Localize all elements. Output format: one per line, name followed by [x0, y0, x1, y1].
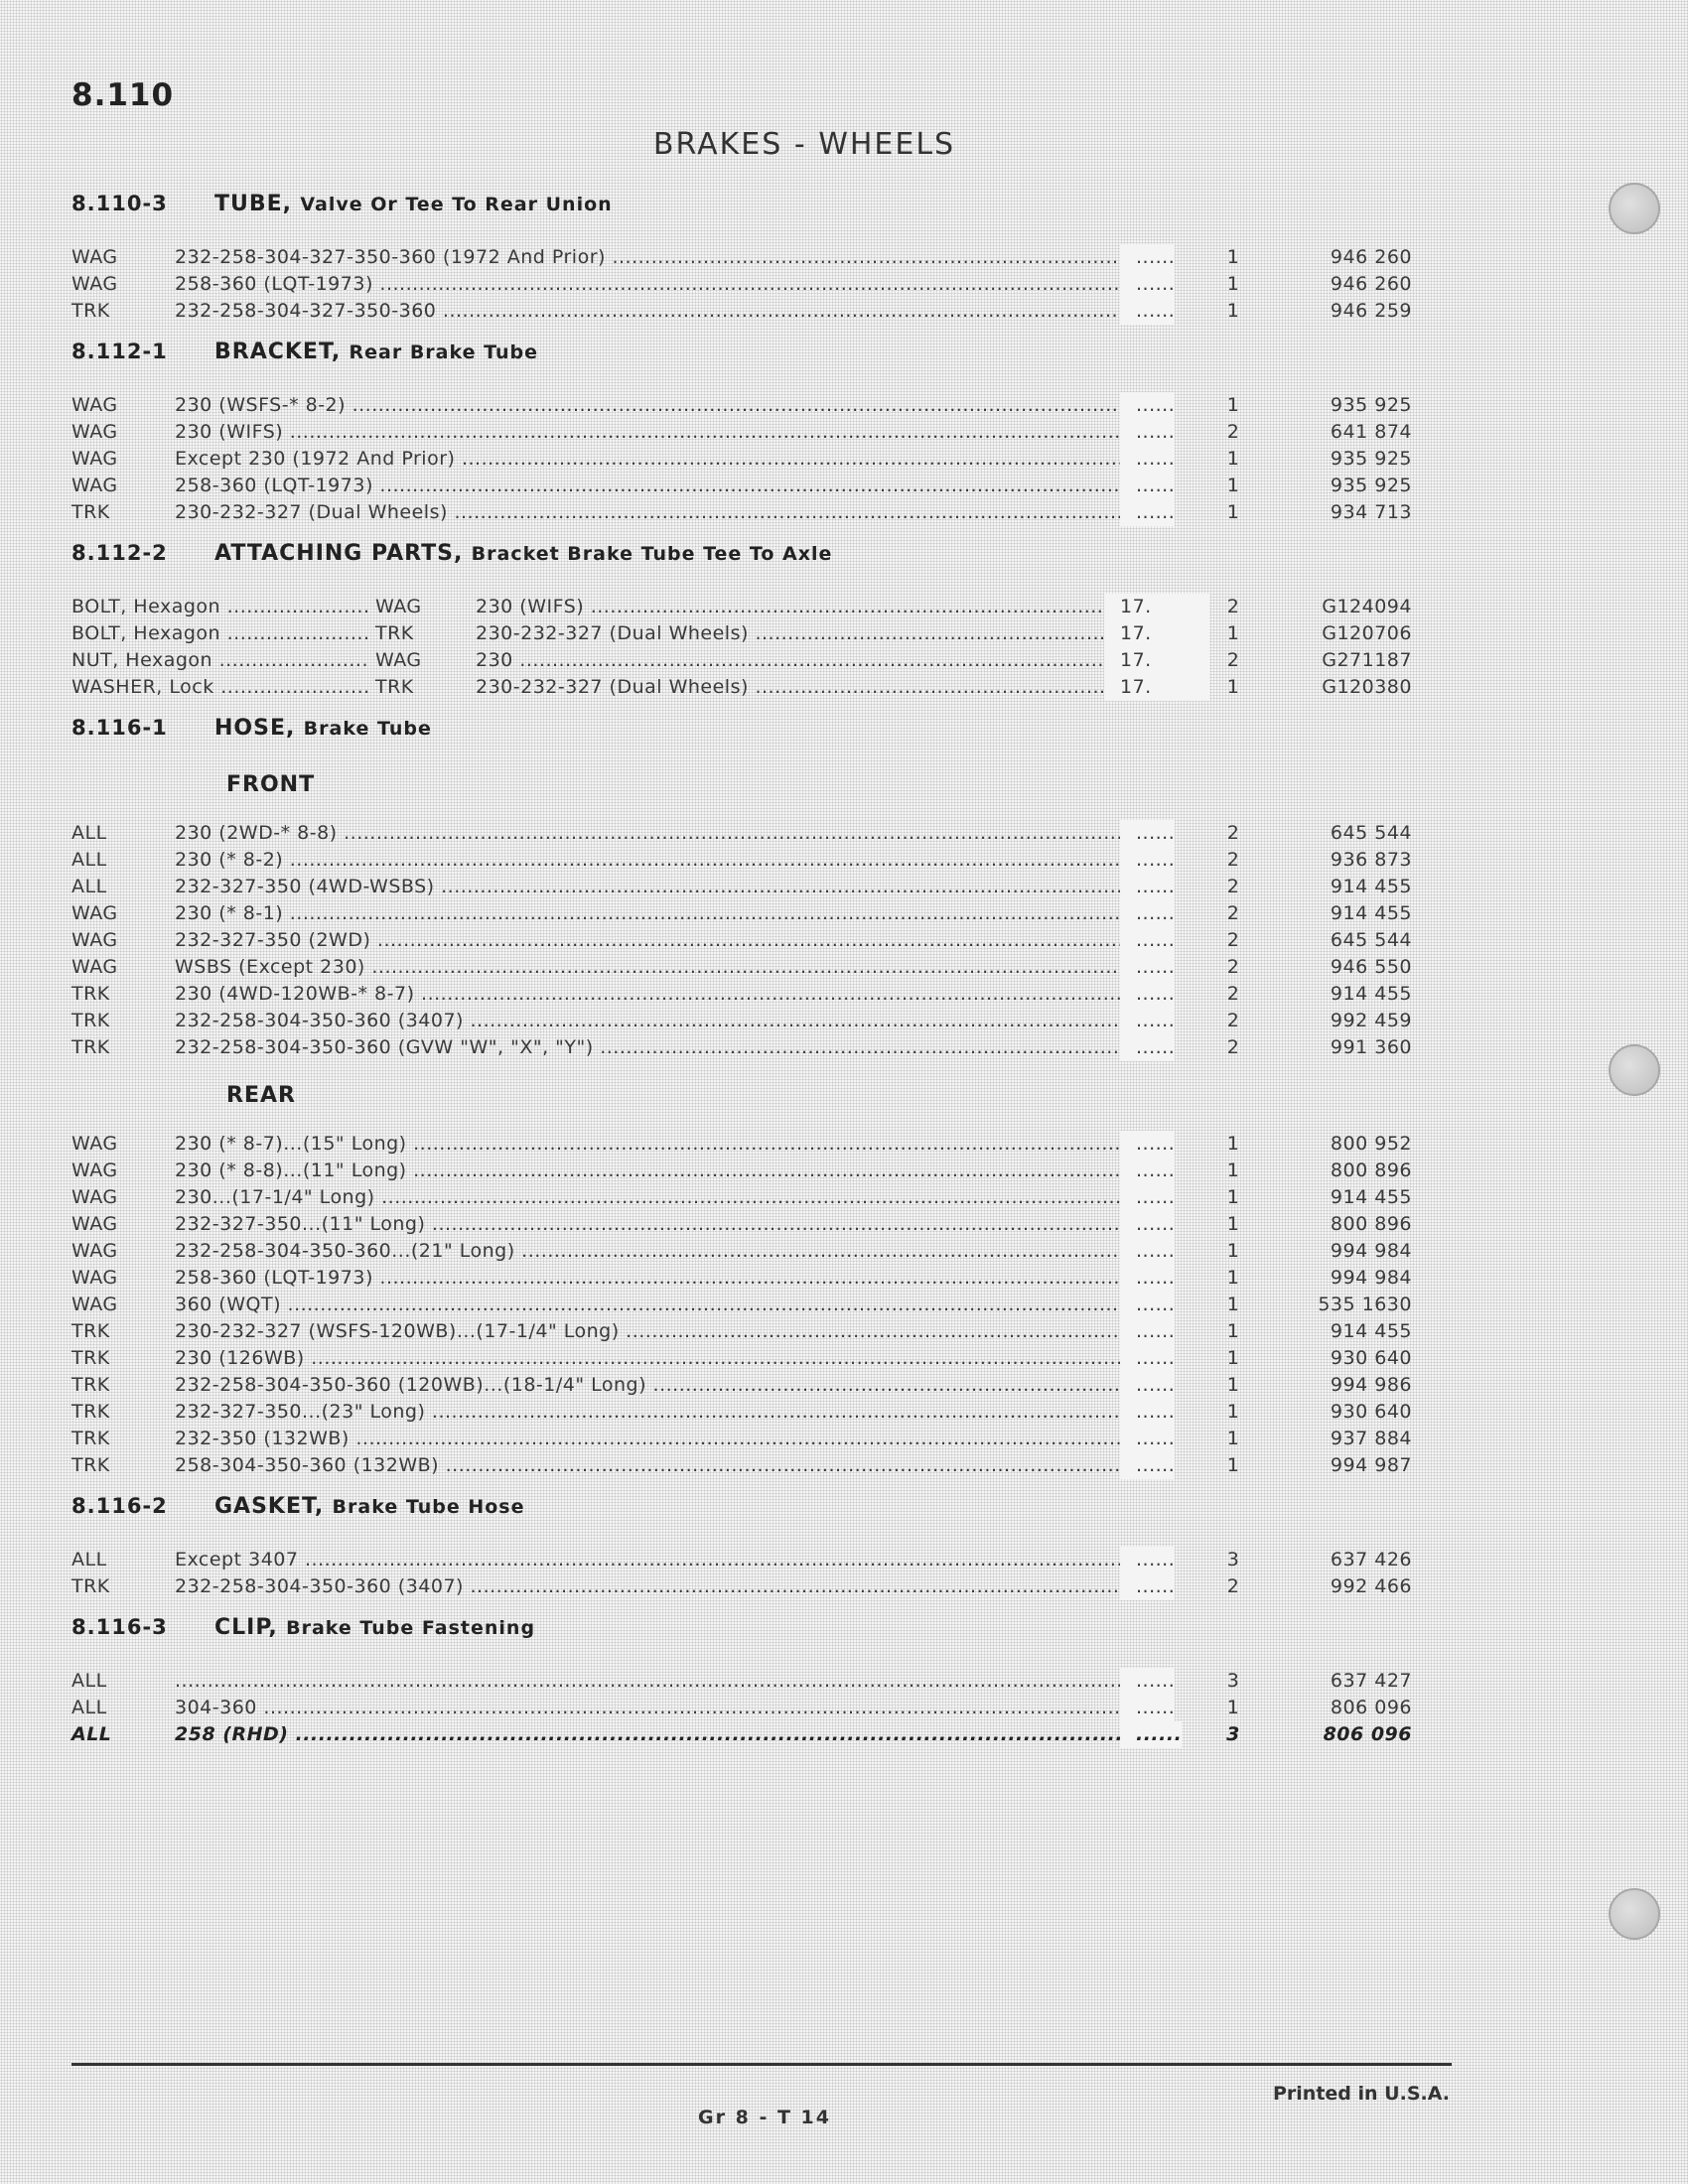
quantity: 3	[1226, 1549, 1240, 1570]
quantity: 2	[1226, 983, 1240, 1005]
quantity: 2	[1226, 956, 1240, 978]
part-number: 914 455	[1330, 1186, 1412, 1208]
model-code: ALL	[71, 822, 107, 844]
quantity: 2	[1226, 849, 1240, 871]
reference-dots: ......	[1120, 473, 1175, 499]
binder-hole	[1609, 1044, 1660, 1096]
model-code: WAG	[71, 1240, 118, 1262]
section-heading	[71, 711, 1392, 745]
group-heading: REAR	[226, 1083, 296, 1108]
reference-dots: ......	[1120, 446, 1175, 473]
section-heading	[71, 335, 1392, 368]
part-number: G271187	[1322, 649, 1412, 671]
model-code: TRK	[71, 1454, 110, 1476]
part-number: 535 1630	[1318, 1294, 1412, 1315]
reference-dots: ......	[1120, 1292, 1175, 1318]
model-description: 232-327-350...(23" Long) .....	[175, 1399, 1138, 1426]
table-row	[71, 1668, 1412, 1695]
model-description: 258-304-350-360 (132WB) .....	[175, 1452, 1138, 1479]
section-name: CLIP,	[214, 1614, 278, 1640]
reference-dots: ......	[1120, 1008, 1175, 1034]
table-row	[71, 874, 1412, 900]
section-title	[214, 192, 613, 216]
section-name: GASKET,	[214, 1493, 325, 1519]
binder-hole	[1609, 1888, 1660, 1940]
table-row	[71, 1573, 1412, 1600]
part-number: 800 896	[1330, 1213, 1412, 1235]
section-description: Brake Tube Fastening	[286, 1616, 536, 1639]
model-description: 230 (WSFS-* 8-2) .....	[175, 392, 1138, 419]
table-row	[71, 1238, 1412, 1265]
quantity: 2	[1226, 1036, 1240, 1058]
model-code: ALL	[71, 849, 107, 871]
model-description: 230...(17-1/4" Long) .....	[175, 1184, 1138, 1211]
part-number: 937 884	[1330, 1428, 1412, 1449]
table-row	[71, 419, 1412, 446]
table-row	[71, 446, 1412, 473]
reference-dots: ......	[1120, 1238, 1175, 1265]
reference-dots: ......	[1120, 392, 1175, 419]
model-code: WAG	[71, 1186, 118, 1208]
figure-reference: 17.	[1104, 647, 1209, 674]
model-code: ALL	[71, 1549, 107, 1570]
section-name: ATTACHING PARTS,	[214, 540, 464, 566]
part-number: 914 455	[1330, 1320, 1412, 1342]
quantity: 1	[1226, 1401, 1240, 1423]
table-row	[71, 1547, 1412, 1573]
parts-section	[71, 1610, 1412, 1748]
part-number: 994 987	[1330, 1454, 1412, 1476]
model-description: 232-258-304-327-350-360 (1972 And Prior) .....	[175, 244, 1138, 271]
quantity: 1	[1226, 246, 1240, 268]
reference-dots: ......	[1120, 1668, 1175, 1695]
table-row	[71, 620, 1412, 647]
quantity: 1	[1226, 1133, 1240, 1155]
table-row	[71, 1211, 1412, 1238]
reference-dots: ......	[1120, 1318, 1175, 1345]
reference-dots: ......	[1120, 1158, 1175, 1184]
table-row	[71, 271, 1412, 298]
part-number: 930 640	[1330, 1347, 1412, 1369]
table-row	[71, 981, 1412, 1008]
quantity: 3	[1226, 1670, 1240, 1692]
model-description: 230 (* 8-8)...(11" Long) .....	[175, 1158, 1138, 1184]
quantity: 2	[1226, 929, 1240, 951]
model-description: 230 (2WD-* 8-8) .....	[175, 820, 1138, 847]
table-row	[71, 1345, 1412, 1372]
part-number: 994 986	[1330, 1374, 1412, 1396]
reference-dots: ......	[1120, 1721, 1182, 1748]
quantity: 2	[1226, 876, 1240, 897]
part-number: 914 455	[1330, 876, 1412, 897]
section-heading	[71, 536, 1392, 570]
table-row	[71, 674, 1412, 701]
model-description: 232-258-304-350-360 (GVW "W", "X", "Y") .....	[175, 1034, 1138, 1061]
model-code: WAG	[71, 1267, 118, 1289]
reference-dots: ......	[1120, 1573, 1175, 1600]
part-number: 936 873	[1330, 849, 1412, 871]
model-code: WAG	[71, 929, 118, 951]
section-heading	[71, 1610, 1392, 1644]
table-row	[71, 1265, 1412, 1292]
reference-dots: ......	[1120, 1184, 1175, 1211]
section-description: Valve Or Tee To Rear Union	[300, 193, 613, 215]
part-number: 994 984	[1330, 1240, 1412, 1262]
section-heading	[71, 1489, 1392, 1523]
table-row	[71, 1721, 1412, 1748]
model-description: 230 (* 8-7)...(15" Long) .....	[175, 1131, 1138, 1158]
part-number: 946 260	[1330, 273, 1412, 295]
section-number: 8.110-3	[71, 192, 168, 215]
table-row	[71, 1034, 1412, 1061]
model-description: 230-232-327 (Dual Wheels) .....	[476, 620, 1171, 647]
model-description: 230 (* 8-2) .....	[175, 847, 1138, 874]
model-code: WAG	[71, 956, 118, 978]
reference-dots: ......	[1120, 1452, 1175, 1479]
section-title	[214, 340, 538, 364]
part-number: 645 544	[1330, 929, 1412, 951]
section-title	[214, 541, 832, 566]
reference-dots: ......	[1120, 900, 1175, 927]
model-description: 232-258-304-327-350-360 .....	[175, 298, 1138, 325]
part-number: 992 459	[1330, 1010, 1412, 1031]
reference-dots: ......	[1120, 1265, 1175, 1292]
part-number: 914 455	[1330, 902, 1412, 924]
model-description: 258 (RHD) .....	[175, 1721, 1138, 1748]
model-description: 230 (WIFS) .....	[476, 594, 1171, 620]
footer-rule	[71, 2063, 1452, 2066]
reference-dots: ......	[1120, 874, 1175, 900]
item-name: BOLT, Hexagon .....	[71, 620, 369, 647]
quantity: 3	[1226, 1723, 1240, 1745]
model-code: TRK	[71, 300, 110, 322]
quantity: 1	[1226, 622, 1240, 644]
section-name: HOSE,	[214, 715, 296, 741]
figure-reference: 17.	[1104, 594, 1209, 620]
reference-dots: ......	[1120, 981, 1175, 1008]
section-description: Brake Tube Hose	[332, 1495, 525, 1518]
model-code: WAG	[71, 1213, 118, 1235]
footer-code: Gr 8 - T 14	[698, 2107, 831, 2128]
reference-dots: ......	[1120, 927, 1175, 954]
section-number: 8.116-1	[71, 716, 168, 740]
table-row	[71, 1399, 1412, 1426]
model-description: 232-350 (132WB) .....	[175, 1426, 1138, 1452]
quantity: 2	[1226, 1010, 1240, 1031]
section-heading	[71, 187, 1392, 220]
model-description: 230-232-327 (Dual Wheels) .....	[476, 674, 1171, 701]
reference-dots: ......	[1120, 1131, 1175, 1158]
model-description: 230 (WIFS) .....	[175, 419, 1138, 446]
quantity: 2	[1226, 822, 1240, 844]
table-row	[71, 499, 1412, 526]
quantity: 2	[1226, 421, 1240, 443]
table-row	[71, 1131, 1412, 1158]
model-code: TRK	[71, 983, 110, 1005]
model-code: ALL	[71, 1697, 107, 1718]
quantity: 1	[1226, 273, 1240, 295]
model-description: 258-360 (LQT-1973) .....	[175, 473, 1138, 499]
table-row	[71, 1008, 1412, 1034]
table-row	[71, 1184, 1412, 1211]
reference-dots: ......	[1120, 499, 1175, 526]
table-row	[71, 927, 1412, 954]
part-number: 935 925	[1330, 394, 1412, 416]
table-row	[71, 392, 1412, 419]
model-code: WAG	[71, 421, 118, 443]
model-description: 232-327-350 (4WD-WSBS) .....	[175, 874, 1138, 900]
quantity: 2	[1226, 902, 1240, 924]
table-row	[71, 298, 1412, 325]
model-code: TRK	[71, 1347, 110, 1369]
model-code: TRK	[71, 1575, 110, 1597]
reference-dots: ......	[1120, 271, 1175, 298]
table-row	[71, 1372, 1412, 1399]
reference-dots: ......	[1120, 1372, 1175, 1399]
section-number: 8.112-2	[71, 541, 168, 565]
table-row	[71, 473, 1412, 499]
part-number: 992 466	[1330, 1575, 1412, 1597]
model-code: WAG	[71, 1160, 118, 1181]
model-description: 258-360 (LQT-1973) .....	[175, 271, 1138, 298]
parts-section	[71, 1489, 1412, 1600]
page-title: BRAKES - WHEELS	[652, 127, 956, 162]
quantity: 1	[1226, 1186, 1240, 1208]
table-row	[71, 1452, 1412, 1479]
model-description: 258-360 (LQT-1973) .....	[175, 1265, 1138, 1292]
model-description: 232-327-350...(11" Long) .....	[175, 1211, 1138, 1238]
part-number: 637 426	[1330, 1549, 1412, 1570]
section-description: Bracket Brake Tube Tee To Axle	[471, 542, 833, 565]
table-row	[71, 1292, 1412, 1318]
part-number: 935 925	[1330, 475, 1412, 496]
model-description: 230 (126WB) .....	[175, 1345, 1138, 1372]
parts-list	[71, 187, 1412, 1758]
part-number: 645 544	[1330, 822, 1412, 844]
reference-dots: ......	[1120, 1695, 1175, 1721]
model-code: TRK	[71, 1010, 110, 1031]
parts-section	[71, 536, 1412, 701]
model-code: TRK	[375, 622, 414, 644]
reference-dots: ......	[1120, 820, 1175, 847]
model-code: TRK	[71, 1428, 110, 1449]
quantity: 1	[1226, 1428, 1240, 1449]
model-description	[175, 1668, 1138, 1695]
reference-dots: ......	[1120, 1547, 1175, 1573]
reference-dots: ......	[1120, 1034, 1175, 1061]
table-row	[71, 954, 1412, 981]
binder-hole	[1609, 183, 1660, 234]
quantity: 1	[1226, 448, 1240, 470]
section-number: 8.116-2	[71, 1494, 168, 1518]
part-number: 641 874	[1330, 421, 1412, 443]
model-description: 230-232-327 (WSFS-120WB)...(17-1/4" Long) .....	[175, 1318, 1138, 1345]
model-code: WAG	[71, 246, 118, 268]
quantity: 1	[1226, 1374, 1240, 1396]
model-description: 232-258-304-350-360 (3407) .....	[175, 1008, 1138, 1034]
model-description: WSBS (Except 230) .....	[175, 954, 1138, 981]
parts-section	[71, 335, 1412, 526]
section-name: BRACKET,	[214, 339, 342, 364]
part-number: 991 360	[1330, 1036, 1412, 1058]
section-title	[214, 1494, 525, 1519]
reference-dots: ......	[1120, 1399, 1175, 1426]
reference-dots: ......	[1120, 847, 1175, 874]
section-description: Rear Brake Tube	[349, 341, 539, 363]
model-code: WAG	[71, 475, 118, 496]
model-description: 230-232-327 (Dual Wheels) .....	[175, 499, 1138, 526]
model-code: WAG	[71, 394, 118, 416]
model-code: TRK	[71, 1320, 110, 1342]
quantity: 1	[1226, 1160, 1240, 1181]
table-row	[71, 594, 1412, 620]
part-number: 800 896	[1330, 1160, 1412, 1181]
part-number: 934 713	[1330, 501, 1412, 523]
table-row	[71, 244, 1412, 271]
quantity: 1	[1226, 501, 1240, 523]
model-description: 232-258-304-350-360...(21" Long) .....	[175, 1238, 1138, 1265]
quantity: 1	[1226, 1213, 1240, 1235]
parts-section	[71, 187, 1412, 325]
quantity: 2	[1226, 596, 1240, 617]
model-description: 230 (* 8-1) .....	[175, 900, 1138, 927]
group-heading: FRONT	[226, 772, 316, 797]
model-code: WAG	[71, 273, 118, 295]
section-title	[214, 1615, 535, 1640]
model-description: 230 .....	[476, 647, 1171, 674]
quantity: 1	[1226, 1347, 1240, 1369]
model-description: 230 (4WD-120WB-* 8-7) .....	[175, 981, 1138, 1008]
table-row	[71, 847, 1412, 874]
part-number: G120380	[1322, 676, 1412, 698]
figure-reference: 17.	[1104, 674, 1209, 701]
model-code: TRK	[375, 676, 414, 698]
part-number: 637 427	[1330, 1670, 1412, 1692]
quantity: 1	[1226, 394, 1240, 416]
quantity: 2	[1226, 649, 1240, 671]
model-code: TRK	[71, 1401, 110, 1423]
model-code: TRK	[71, 501, 110, 523]
reference-dots: ......	[1120, 1345, 1175, 1372]
section-description: Brake Tube	[303, 717, 432, 740]
parts-section	[71, 711, 1412, 1479]
part-number: 930 640	[1330, 1401, 1412, 1423]
reference-dots: ......	[1120, 1211, 1175, 1238]
section-title	[214, 716, 432, 741]
model-code: TRK	[71, 1374, 110, 1396]
section-number: 8.112-1	[71, 340, 168, 363]
section-name: TUBE,	[214, 191, 293, 216]
part-number: G120706	[1322, 622, 1412, 644]
model-code: WAG	[71, 1133, 118, 1155]
model-description: 360 (WQT) .....	[175, 1292, 1138, 1318]
table-row	[71, 647, 1412, 674]
quantity: 1	[1226, 1267, 1240, 1289]
model-code: ALL	[71, 1723, 112, 1745]
model-code: WAG	[375, 596, 422, 617]
part-number: 806 096	[1330, 1697, 1412, 1718]
part-number: G124094	[1322, 596, 1412, 617]
page-number: 8.110	[71, 77, 175, 113]
item-name: WASHER, Lock .....	[71, 674, 369, 701]
model-code: WAG	[71, 902, 118, 924]
model-description: 232-327-350 (2WD) .....	[175, 927, 1138, 954]
table-row	[71, 900, 1412, 927]
table-row	[71, 1426, 1412, 1452]
model-code: WAG	[71, 1294, 118, 1315]
quantity: 2	[1226, 1575, 1240, 1597]
model-description: 304-360 .....	[175, 1695, 1138, 1721]
quantity: 1	[1226, 1454, 1240, 1476]
quantity: 1	[1226, 676, 1240, 698]
item-name: NUT, Hexagon .....	[71, 647, 369, 674]
quantity: 1	[1226, 1697, 1240, 1718]
model-code: ALL	[71, 1670, 107, 1692]
model-description: Except 3407 .....	[175, 1547, 1138, 1573]
model-description: 232-258-304-350-360 (120WB)...(18-1/4" Long) .....	[175, 1372, 1138, 1399]
model-code: ALL	[71, 876, 107, 897]
part-number: 935 925	[1330, 448, 1412, 470]
part-number: 994 984	[1330, 1267, 1412, 1289]
part-number: 806 096	[1323, 1723, 1412, 1745]
part-number: 946 550	[1330, 956, 1412, 978]
reference-dots: ......	[1120, 298, 1175, 325]
section-number: 8.116-3	[71, 1615, 168, 1639]
model-description: 232-258-304-350-360 (3407) .....	[175, 1573, 1138, 1600]
part-number: 914 455	[1330, 983, 1412, 1005]
item-name: BOLT, Hexagon .....	[71, 594, 369, 620]
model-code: WAG	[71, 448, 118, 470]
quantity: 1	[1226, 1320, 1240, 1342]
table-row	[71, 1158, 1412, 1184]
model-description: Except 230 (1972 And Prior) .....	[175, 446, 1138, 473]
quantity: 1	[1226, 475, 1240, 496]
quantity: 1	[1226, 1240, 1240, 1262]
model-code: TRK	[71, 1036, 110, 1058]
part-number: 800 952	[1330, 1133, 1412, 1155]
part-number: 946 260	[1330, 246, 1412, 268]
reference-dots: ......	[1120, 419, 1175, 446]
reference-dots: ......	[1120, 244, 1175, 271]
reference-dots: ......	[1120, 954, 1175, 981]
printed-in-usa: Printed in U.S.A.	[1273, 2083, 1450, 2105]
table-row	[71, 1318, 1412, 1345]
part-number: 946 259	[1330, 300, 1412, 322]
figure-reference: 17.	[1104, 620, 1209, 647]
model-code: WAG	[375, 649, 422, 671]
reference-dots: ......	[1120, 1426, 1175, 1452]
quantity: 1	[1226, 300, 1240, 322]
table-row	[71, 820, 1412, 847]
table-row	[71, 1695, 1412, 1721]
quantity: 1	[1226, 1294, 1240, 1315]
